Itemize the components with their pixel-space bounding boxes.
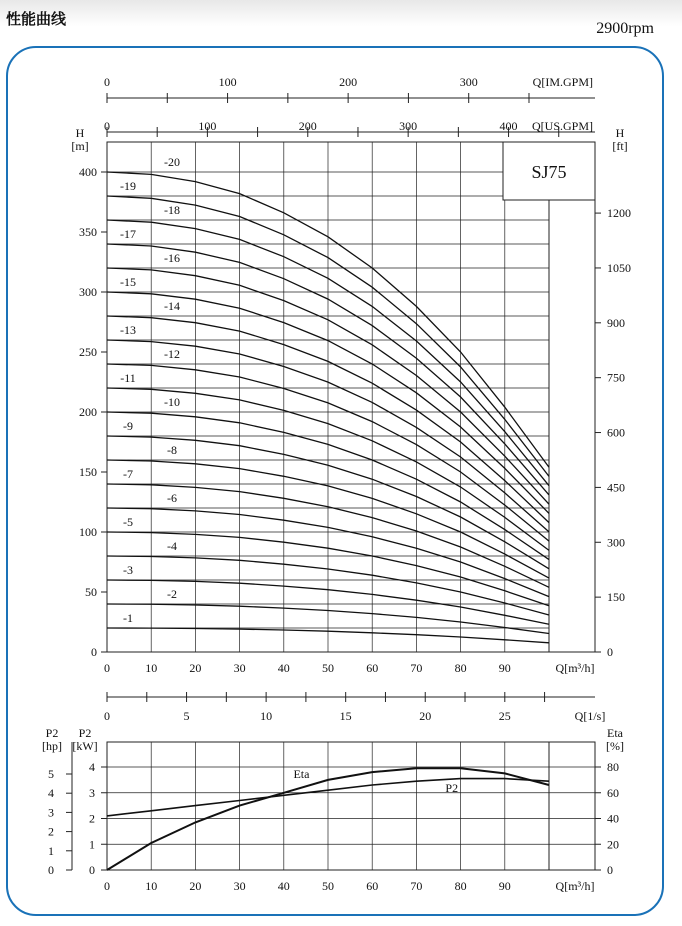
p2-hp-axis-title: P2 <box>45 726 59 740</box>
head-ft-tick-label: 150 <box>607 590 625 605</box>
us-gpm-axis-title: Q[US.GPM] <box>531 119 593 133</box>
head-curve-label: -20 <box>164 155 180 169</box>
head-curve-label: -5 <box>123 515 133 529</box>
power-x-tick-label: 40 <box>277 879 290 893</box>
head-m-tick-label: 250 <box>79 345 97 359</box>
head-curve-label: -15 <box>120 275 136 289</box>
p2-curve-label: P2 <box>445 781 459 795</box>
head-ft-axis-title: H <box>615 126 625 140</box>
head-x-tick-label: 90 <box>498 661 511 675</box>
head-curve-label: -17 <box>120 227 136 241</box>
head-curve-label: -7 <box>123 467 133 481</box>
power-x-tick-label: 60 <box>366 879 379 893</box>
p2-hp-tick-label: 4 <box>48 786 54 801</box>
p2-hp-tick-label: 2 <box>48 824 54 839</box>
head-curve-label: -2 <box>167 587 177 601</box>
p2-hp-tick-label: 3 <box>48 805 54 820</box>
head-curve-label: -11 <box>120 371 136 385</box>
im-gpm-tick-label: 300 <box>459 75 478 89</box>
head-curve-label: -6 <box>167 491 177 505</box>
power-x-tick-label: 30 <box>233 879 246 893</box>
head-x-tick-label: 60 <box>366 661 379 675</box>
eta-tick-label: 20 <box>607 837 619 852</box>
head-x-tick-label: 30 <box>233 661 246 675</box>
head-curve-label: -19 <box>120 179 136 193</box>
q-ls-tick-label: 5 <box>183 709 190 723</box>
power-plot-frame <box>107 742 595 870</box>
speed-label: 2900rpm <box>596 20 654 37</box>
head-m-axis-title: H <box>75 126 85 140</box>
head-ft-axis-unit: [ft] <box>612 139 628 153</box>
page-title: 性能曲线 <box>6 10 67 28</box>
p2-kw-tick-label: 4 <box>89 760 95 774</box>
p2-hp-tick-label: 5 <box>48 766 54 781</box>
p2-kw-axis-title: P2 <box>78 726 92 740</box>
us-gpm-tick-label: 100 <box>198 119 217 133</box>
eta-tick-label: 0 <box>607 863 613 877</box>
head-curve-label: -14 <box>164 299 180 313</box>
q-ls-tick-label: 10 <box>260 709 273 723</box>
p2-kw-tick-label: 0 <box>89 863 95 877</box>
head-curve-label: -18 <box>164 203 180 217</box>
head-m-tick-label: 350 <box>79 225 97 239</box>
head-x-tick-label: 0 <box>104 661 110 675</box>
im-gpm-tick-label: 100 <box>218 75 237 89</box>
head-curve-label: -12 <box>164 347 180 361</box>
head-x-tick-label: 80 <box>454 661 467 675</box>
power-x-tick-label: 90 <box>498 879 511 893</box>
head-ft-tick-label: 900 <box>607 315 625 330</box>
head-m-tick-label: 300 <box>79 285 97 299</box>
head-m-axis-unit: [m] <box>71 139 89 153</box>
head-ft-tick-label: 300 <box>607 535 625 550</box>
head-ft-tick-label: 600 <box>607 425 625 440</box>
head-ft-tick-label: 1050 <box>607 260 631 275</box>
head-ft-tick-label: 450 <box>607 480 625 495</box>
model-label: SJ75 <box>531 162 567 182</box>
eta-axis-unit: [%] <box>606 739 624 753</box>
us-gpm-tick-label: 200 <box>298 119 317 133</box>
p2-hp-tick-label: 1 <box>48 843 54 858</box>
head-curve-label: -8 <box>167 443 177 457</box>
power-x-tick-label: 0 <box>104 879 110 893</box>
head-m-tick-label: 0 <box>91 645 97 659</box>
p2-kw-tick-label: 1 <box>89 837 95 852</box>
im-gpm-tick-label: 0 <box>104 75 110 89</box>
p2-hp-tick-label: 0 <box>48 863 54 877</box>
q-ls-tick-label: 15 <box>339 709 352 723</box>
us-gpm-tick-label: 0 <box>104 119 110 133</box>
head-m-tick-label: 400 <box>79 165 97 179</box>
power-x-tick-label: 70 <box>410 879 423 893</box>
head-x-tick-label: 50 <box>322 661 334 675</box>
power-x-axis-title: Q[m³/h] <box>555 879 595 893</box>
eta-tick-label: 60 <box>607 785 619 800</box>
p2-kw-axis-unit: [kW] <box>72 739 98 753</box>
eta-tick-label: 40 <box>607 811 619 826</box>
head-m-tick-label: 50 <box>85 585 97 599</box>
eta-tick-label: 80 <box>607 760 619 774</box>
head-m-tick-label: 200 <box>79 405 97 419</box>
head-x-axis-title: Q[m³/h] <box>555 661 595 675</box>
power-x-tick-label: 10 <box>145 879 158 893</box>
head-curve-label: -4 <box>167 539 177 553</box>
power-x-tick-label: 80 <box>454 879 467 893</box>
eta-curve-label: Eta <box>293 767 310 781</box>
q-ls-tick-label: 25 <box>498 709 511 723</box>
head-curve-label: -3 <box>123 563 133 577</box>
head-curve-label: -16 <box>164 251 180 265</box>
q-ls-tick-label: 20 <box>419 709 432 723</box>
q-ls-axis-title: Q[1/s] <box>574 709 606 723</box>
head-x-tick-label: 40 <box>277 661 290 675</box>
im-gpm-tick-label: 200 <box>339 75 358 89</box>
power-x-tick-label: 20 <box>189 879 202 893</box>
p2-kw-tick-label: 3 <box>89 785 95 800</box>
head-curve-label: -10 <box>164 395 180 409</box>
head-ft-tick-label: 750 <box>607 370 625 385</box>
head-x-tick-label: 70 <box>410 661 423 675</box>
head-plot-frame <box>107 142 595 652</box>
p2-hp-axis-unit: [hp] <box>42 739 62 753</box>
p2-kw-tick-label: 2 <box>89 811 95 826</box>
head-ft-tick-label: 1200 <box>607 206 631 221</box>
us-gpm-tick-label: 400 <box>499 119 518 133</box>
head-x-tick-label: 20 <box>189 661 202 675</box>
head-curve-label: -1 <box>123 611 133 625</box>
head-m-tick-label: 150 <box>79 465 97 479</box>
im-gpm-axis-title: Q[IM.GPM] <box>532 75 593 89</box>
head-curve-label: -9 <box>123 419 133 433</box>
eta-axis-title: Eta <box>607 726 623 740</box>
us-gpm-tick-label: 300 <box>399 119 418 133</box>
q-ls-tick-label: 0 <box>104 709 110 723</box>
head-ft-tick-label: 0 <box>607 645 613 659</box>
head-x-tick-label: 10 <box>145 661 158 675</box>
head-m-tick-label: 100 <box>79 525 97 539</box>
power-x-tick-label: 50 <box>322 879 334 893</box>
head-curve-label: -13 <box>120 323 136 337</box>
